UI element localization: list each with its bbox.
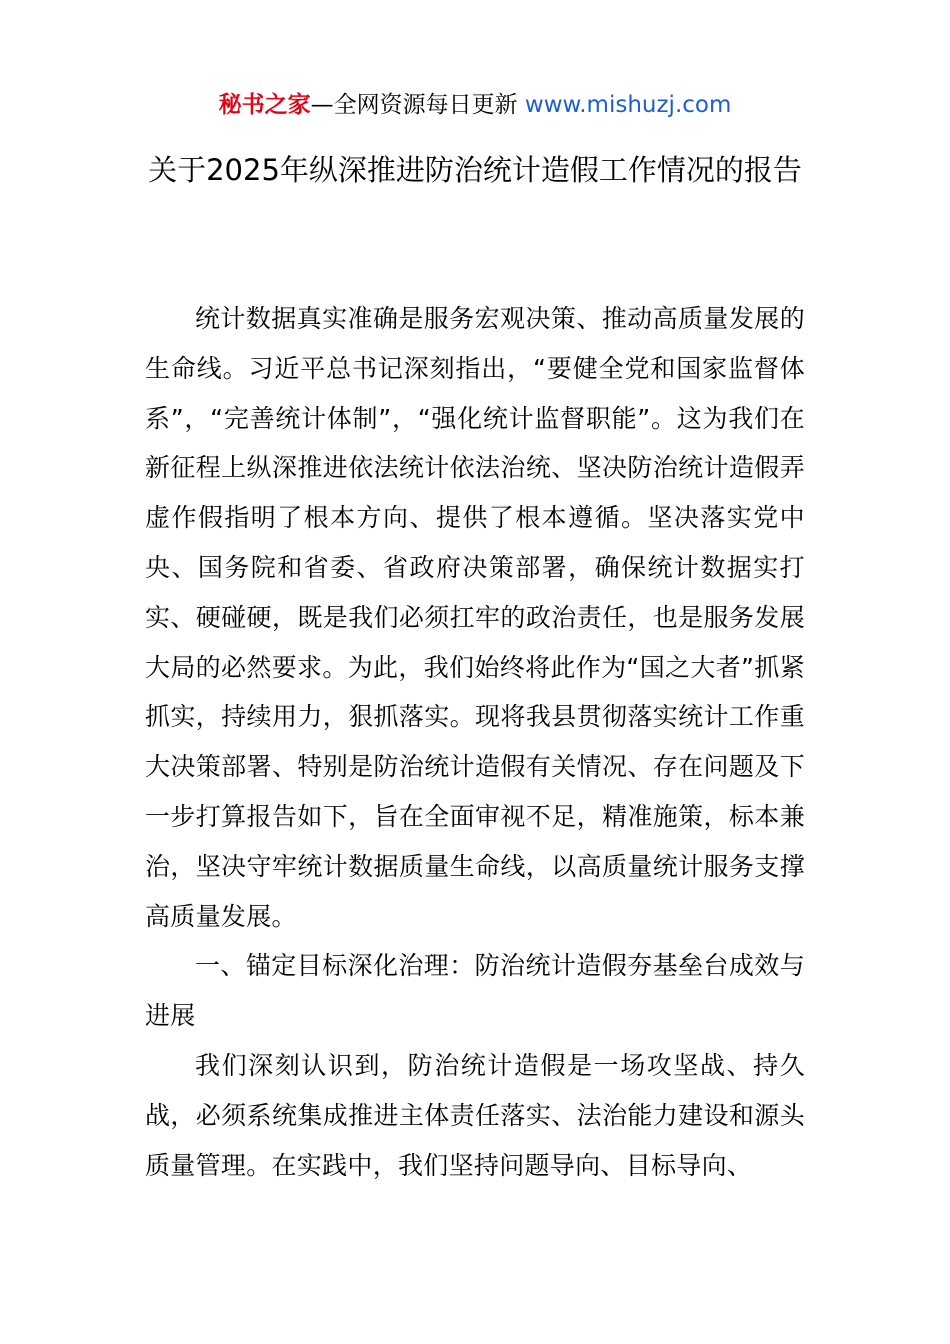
site-url-link[interactable]: www.mishuzj.com	[524, 92, 732, 118]
section-heading-1: 一、锚定目标深化治理：防治统计造假夯基垒台成效与进展	[145, 951, 805, 1031]
site-name: 秘书之家	[218, 92, 311, 118]
document-title: 关于2025年纵深推进防治统计造假工作情况的报告	[148, 153, 802, 187]
site-tagline: —全网资源每日更新	[310, 92, 518, 118]
site-header	[0, 88, 950, 122]
document-body	[145, 294, 805, 1190]
paragraph-intro: 统计数据真实准确是服务宏观决策、推动高质量发展的生命线。习近平总书记深刻指出，“要健全党和国家监督体系”，“完善统计体制”，“强化统计监督职能”。这为我们在新征程上纵深推进依法统计依法治统、坚决防治统计造假弄虚作假指明了根本方向、提供了根本遵循。坚决落实党中央、国务院和省委、省政府决策部署，确保统计数据实打实、硬碰硬，既是我们必须扛牢的政治责任，也是服务发展大局的必然要求。为此，我们始终将此作为“国之大者”抓紧抓实，持续用力，狠抓落实。现将我县贯彻落实统计工作重大决策部署、特别是防治统计造假有关情况、存在问题及下一步打算报告如下，旨在全面审视不足，精准施策，标本兼治，坚决守牢统计数据质量生命线，以高质量统计服务支撑高质量发展。	[145, 304, 805, 931]
paragraph-section-1: 我们深刻认识到，防治统计造假是一场攻坚战、持久战，必须系统集成推进主体责任落实、法治能力建设和源头质量管理。在实践中，我们坚持问题导向、目标导向、	[145, 1050, 805, 1180]
